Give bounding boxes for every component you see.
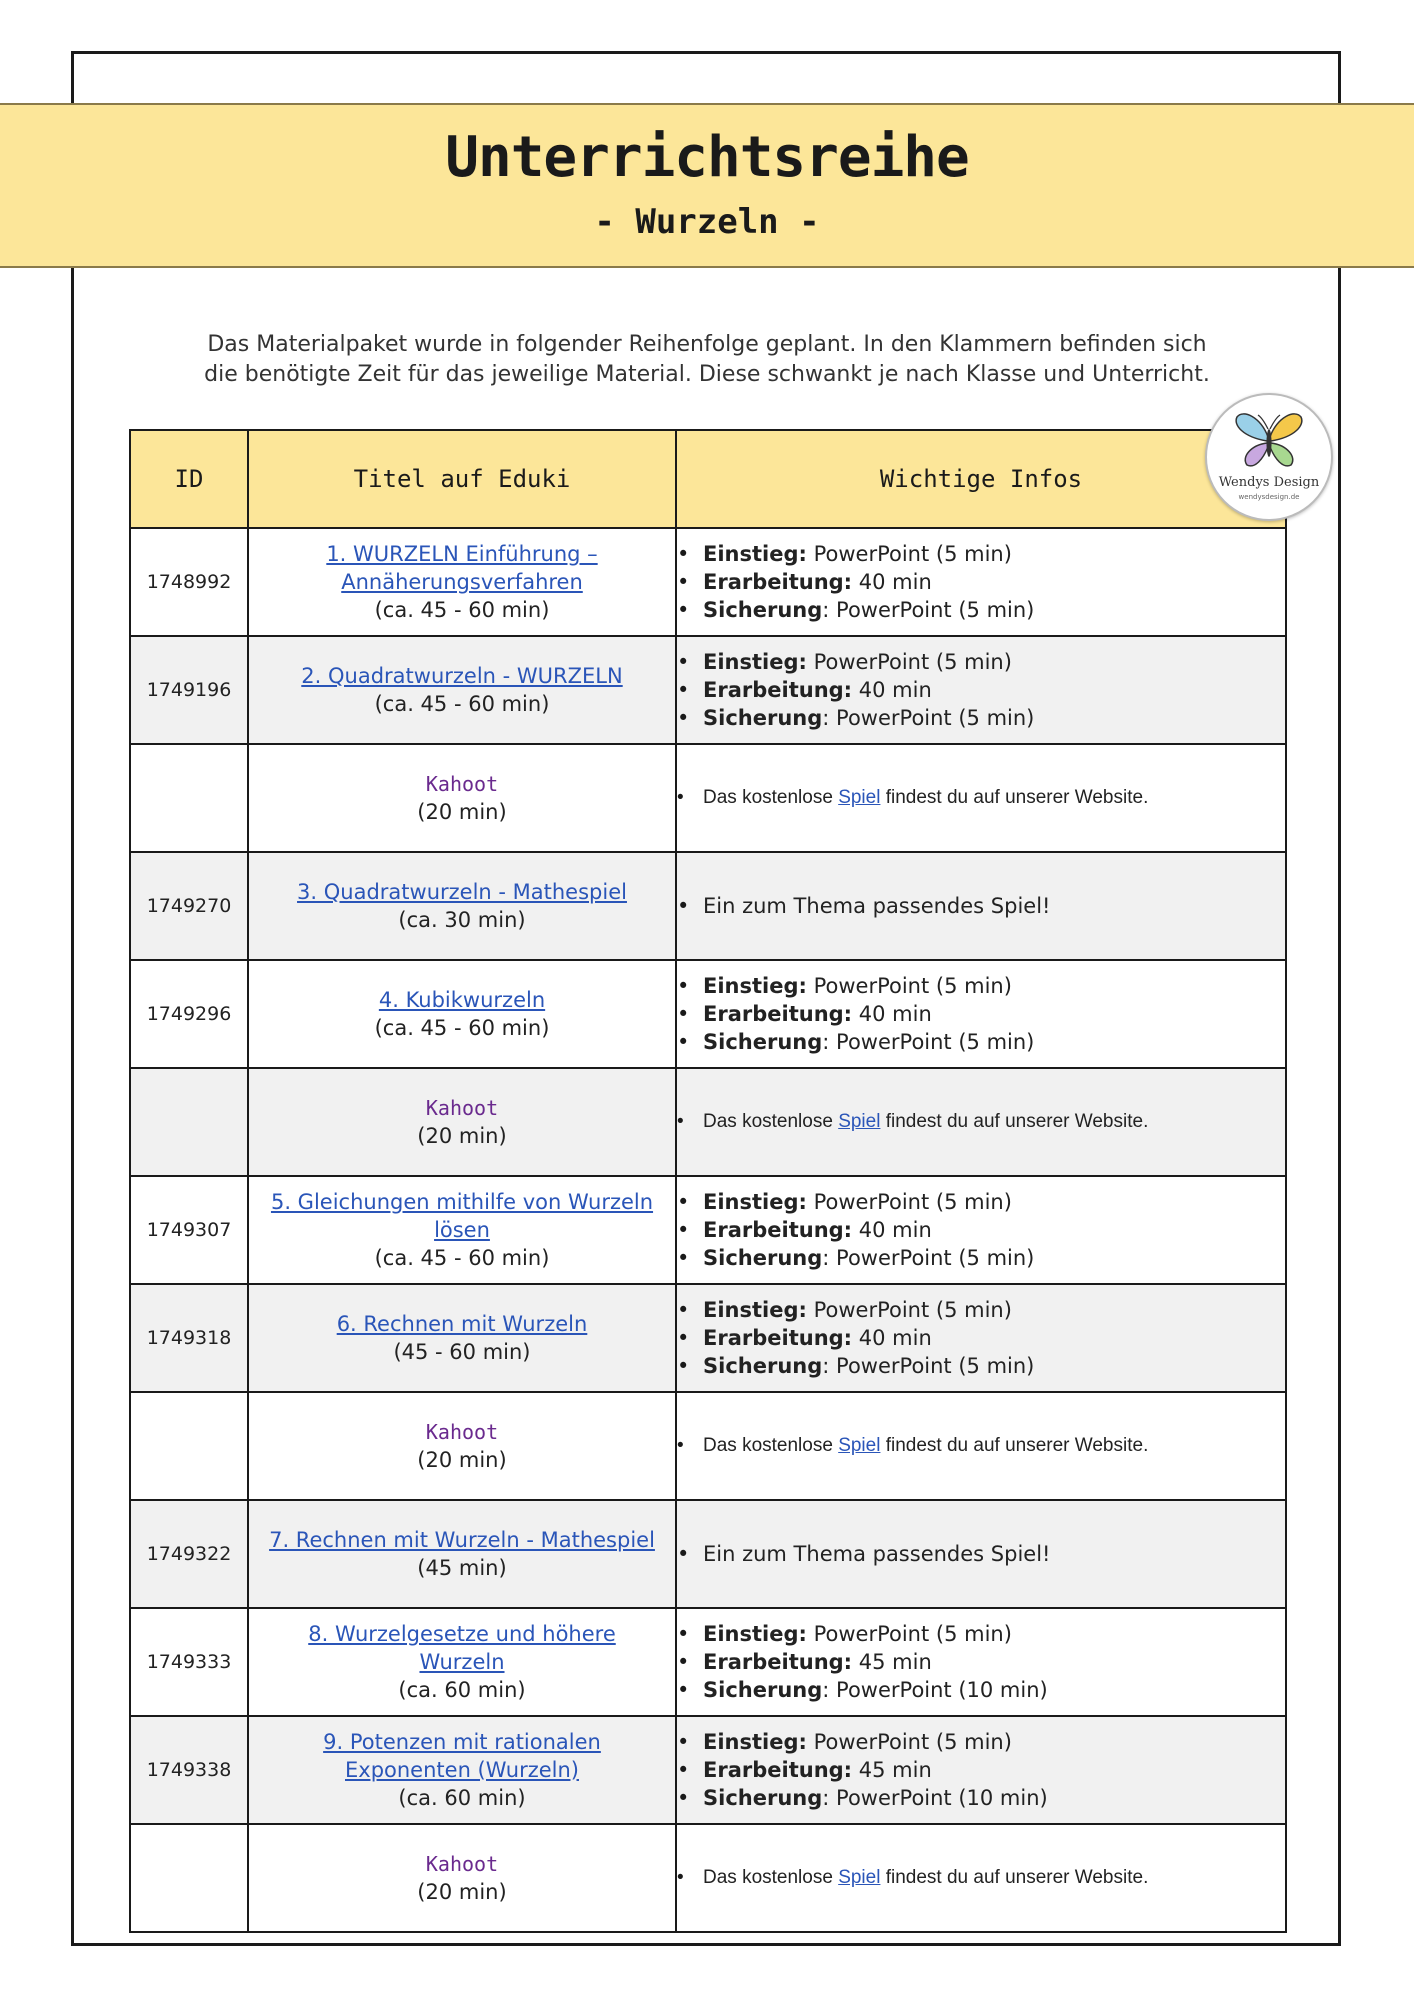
lesson-plan-table	[129, 429, 1287, 1933]
logo-url: wendysdesign.de	[1238, 493, 1300, 501]
spiel-link[interactable]: Spiel	[838, 1111, 881, 1132]
material-link[interactable]: 1. WURZELN Einführung – Annäherungsverfahren	[326, 542, 598, 594]
material-id: 1749333	[130, 1608, 248, 1716]
material-id-empty	[130, 1824, 248, 1932]
material-id-empty	[130, 744, 248, 852]
info-item: • Sicherung: PowerPoint (5 min)	[703, 1028, 1285, 1056]
table-row	[130, 1500, 1286, 1608]
material-id: 1749270	[130, 852, 248, 960]
info-cell	[676, 852, 1286, 960]
info-item: • Ein zum Thema passendes Spiel!	[703, 892, 1285, 920]
info-item: • Erarbeitung: 40 min	[703, 1216, 1285, 1244]
kahoot-time: (20 min)	[417, 1880, 507, 1904]
material-time: (ca. 60 min)	[398, 1786, 526, 1810]
material-title-cell	[248, 960, 676, 1068]
material-link[interactable]: 7. Rechnen mit Wurzeln - Mathespiel	[269, 1528, 655, 1552]
info-item: • Sicherung: PowerPoint (10 min)	[703, 1676, 1285, 1704]
info-item: • Erarbeitung: 40 min	[703, 1324, 1285, 1352]
info-item: • Erarbeitung: 40 min	[703, 676, 1285, 704]
column-header-info: Wichtige Infos	[676, 430, 1286, 528]
material-link[interactable]: 9. Potenzen mit rationalen Exponenten (Wurzeln)	[323, 1730, 601, 1782]
material-title-cell	[248, 1608, 676, 1716]
info-cell	[676, 960, 1286, 1068]
material-title-cell	[248, 528, 676, 636]
material-id: 1749338	[130, 1716, 248, 1824]
table-row	[130, 1608, 1286, 1716]
info-cell	[676, 1284, 1286, 1392]
info-cell	[676, 528, 1286, 636]
info-item: • Einstieg: PowerPoint (5 min)	[703, 540, 1285, 568]
intro-line: die benötigte Zeit für das jeweilige Material. Diese schwankt je nach Klasse und Unterricht.	[204, 362, 1210, 387]
kahoot-label: Kahoot	[425, 1852, 499, 1876]
info-item: • Einstieg: PowerPoint (5 min)	[703, 972, 1285, 1000]
column-header-title: Titel auf Eduki	[248, 430, 676, 528]
info-item: • Einstieg: PowerPoint (5 min)	[703, 648, 1285, 676]
info-item: • Erarbeitung: 40 min	[703, 1000, 1285, 1028]
material-id: 1749318	[130, 1284, 248, 1392]
table-row	[130, 1716, 1286, 1824]
material-time: (ca. 45 - 60 min)	[374, 1016, 550, 1040]
info-item: • Erarbeitung: 45 min	[703, 1756, 1285, 1784]
material-title-cell	[248, 1176, 676, 1284]
info-cell	[676, 1716, 1286, 1824]
page-subtitle: - Wurzeln -	[594, 202, 820, 242]
material-time: (ca. 30 min)	[398, 908, 526, 932]
info-item: • Sicherung: PowerPoint (5 min)	[703, 1352, 1285, 1380]
info-item: • Einstieg: PowerPoint (5 min)	[703, 1188, 1285, 1216]
kahoot-time: (20 min)	[417, 800, 507, 824]
butterfly-icon	[1231, 407, 1307, 473]
header-banner	[0, 103, 1414, 268]
table-row-kahoot	[130, 1068, 1286, 1176]
material-id-empty	[130, 1392, 248, 1500]
material-title-cell	[248, 1284, 676, 1392]
info-item: • Sicherung: PowerPoint (5 min)	[703, 596, 1285, 624]
info-cell	[676, 636, 1286, 744]
material-id: 1749296	[130, 960, 248, 1068]
spiel-link[interactable]: Spiel	[838, 1435, 881, 1456]
logo-name: Wendys Design	[1218, 475, 1320, 490]
kahoot-label: Kahoot	[425, 772, 499, 796]
spiel-link[interactable]: Spiel	[838, 1867, 881, 1888]
spiel-link[interactable]: Spiel	[838, 787, 881, 808]
info-cell	[676, 1500, 1286, 1608]
info-item: • Einstieg: PowerPoint (5 min)	[703, 1620, 1285, 1648]
kahoot-cell	[248, 744, 676, 852]
material-title-cell	[248, 852, 676, 960]
material-link[interactable]: 2. Quadratwurzeln - WURZELN	[301, 664, 623, 688]
info-item: • Erarbeitung: 45 min	[703, 1648, 1285, 1676]
material-time: (ca. 60 min)	[398, 1678, 526, 1702]
info-item: • Einstieg: PowerPoint (5 min)	[703, 1728, 1285, 1756]
material-title-cell	[248, 1500, 676, 1608]
material-title-cell	[248, 636, 676, 744]
info-item: • Das kostenlose Spiel findest du auf unserer Website.	[703, 1864, 1285, 1892]
table-row	[130, 1176, 1286, 1284]
info-cell	[676, 1392, 1286, 1500]
kahoot-cell	[248, 1824, 676, 1932]
info-cell	[676, 1608, 1286, 1716]
material-time: (ca. 45 - 60 min)	[374, 692, 550, 716]
info-item: • Einstieg: PowerPoint (5 min)	[703, 1296, 1285, 1324]
info-cell	[676, 1824, 1286, 1932]
material-id: 1748992	[130, 528, 248, 636]
info-cell	[676, 1068, 1286, 1176]
info-item: • Sicherung: PowerPoint (5 min)	[703, 1244, 1285, 1272]
table-row-kahoot	[130, 744, 1286, 852]
page-title: Unterrichtsreihe	[445, 125, 969, 190]
info-item: • Das kostenlose Spiel findest du auf unserer Website.	[703, 784, 1285, 812]
material-id: 1749196	[130, 636, 248, 744]
table-row	[130, 528, 1286, 636]
material-title-cell	[248, 1716, 676, 1824]
material-link[interactable]: 6. Rechnen mit Wurzeln	[336, 1312, 588, 1336]
material-link[interactable]: 3. Quadratwurzeln - Mathespiel	[297, 880, 627, 904]
table-row-kahoot	[130, 1392, 1286, 1500]
material-link[interactable]: 5. Gleichungen mithilfe von Wurzeln lösen	[270, 1190, 654, 1242]
info-cell	[676, 744, 1286, 852]
kahoot-cell	[248, 1068, 676, 1176]
info-item: • Sicherung: PowerPoint (10 min)	[703, 1784, 1285, 1812]
column-header-id: ID	[130, 430, 248, 528]
kahoot-time: (20 min)	[417, 1448, 507, 1472]
kahoot-label: Kahoot	[425, 1420, 499, 1444]
info-cell	[676, 1176, 1286, 1284]
info-item: • Sicherung: PowerPoint (5 min)	[703, 704, 1285, 732]
material-time: (ca. 45 - 60 min)	[374, 1246, 550, 1270]
kahoot-time: (20 min)	[417, 1124, 507, 1148]
table-row	[130, 852, 1286, 960]
material-id: 1749307	[130, 1176, 248, 1284]
material-time: (45 - 60 min)	[393, 1340, 531, 1364]
material-id: 1749322	[130, 1500, 248, 1608]
table-row	[130, 636, 1286, 744]
info-item: • Erarbeitung: 40 min	[703, 568, 1285, 596]
intro-text	[150, 330, 1264, 390]
material-link[interactable]: 4. Kubikwurzeln	[378, 988, 546, 1012]
wendys-design-logo	[1205, 393, 1333, 521]
table-row-kahoot	[130, 1824, 1286, 1932]
intro-line: Das Materialpaket wurde in folgender Reihenfolge geplant. In den Klammern befinden sich	[207, 332, 1207, 357]
info-item: • Ein zum Thema passendes Spiel!	[703, 1540, 1285, 1568]
kahoot-cell	[248, 1392, 676, 1500]
info-item: • Das kostenlose Spiel findest du auf unserer Website.	[703, 1432, 1285, 1460]
info-item: • Das kostenlose Spiel findest du auf unserer Website.	[703, 1108, 1285, 1136]
material-time: (45 min)	[417, 1556, 507, 1580]
kahoot-label: Kahoot	[425, 1096, 499, 1120]
material-link[interactable]: 8. Wurzelgesetze und höhere Wurzeln	[308, 1622, 616, 1674]
table-row	[130, 960, 1286, 1068]
table-row	[130, 1284, 1286, 1392]
material-time: (ca. 45 - 60 min)	[374, 598, 550, 622]
material-id-empty	[130, 1068, 248, 1176]
table-header-row	[130, 430, 1286, 528]
